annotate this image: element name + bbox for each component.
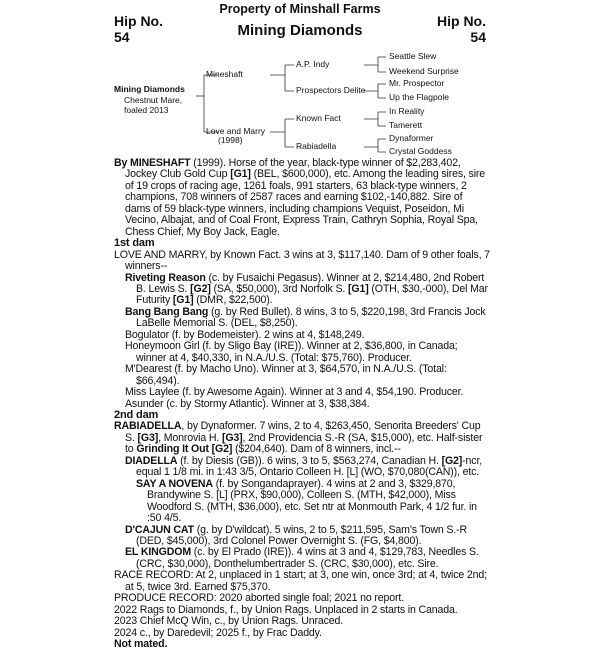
catalogue-body: [114, 158, 490, 650]
hip-label: Hip No.: [114, 13, 163, 29]
pedigree-sire-sire: A.P. Indy: [296, 59, 330, 69]
subject-foaled: foaled 2013: [124, 105, 169, 115]
grade-tag: [G2]: [190, 282, 211, 295]
produce-entry: Miss Laylee (f. by Awesome Again). Winner at 3 and 4, $54,190. Producer.: [125, 386, 464, 399]
produce-record: PRODUCE RECORD: 2020 aborted single foal; 2021 no report.: [114, 592, 404, 605]
record-text: (f. by Diesis (GB)). 6 wins, 3 to 5, $563,274, Canadian H.: [177, 454, 442, 467]
produce-2022: 2022 Rags to Diamonds, f., by Union Rags. Unplaced in 2 starts in Canada.: [114, 603, 458, 616]
grade-tag: [G1]: [230, 168, 251, 181]
hip-label: Hip No.: [437, 13, 486, 29]
second-dam-heading: 2nd dam: [114, 408, 159, 421]
horse-name: SAY A NOVENA: [136, 477, 213, 490]
record-text: , Monrovia H.: [158, 431, 222, 444]
race-record: RACE RECORD: At 2, unplaced in 1 start; at 3, one win, once 3rd; at 4, twice 2nd; at 5, twice 3rd. Earned $75,370.: [114, 569, 487, 593]
record-text: ($204,640). Dam of 8 winners, incl.--: [232, 443, 401, 456]
sire-lead: By MINESHAFT: [114, 157, 191, 169]
record-text: (SA, $50,000), 3rd Norfolk S.: [210, 282, 348, 295]
record-text: (DMR, $22,500).: [193, 294, 273, 307]
subject-description: Chestnut Mare,: [124, 94, 183, 105]
produce-entry: M'Dearest (f. by Macho Uno). Winner at 3, $64,570, in N.A./U.S. (Total: $66,494).: [125, 363, 447, 387]
hip-number: 54: [470, 29, 486, 45]
record-text: -ncr, equal 1 1/8 mi. in 1:43 3/5, Ontario Colleen H. [L] (WO, $70,080(CAN)), etc.: [136, 454, 483, 479]
first-dam-heading: 1st dam: [114, 237, 155, 250]
grade-tag: [G2]: [211, 443, 233, 456]
pedigree-ggs-3: In Reality: [389, 106, 425, 116]
produce-entry: Asunder (c. by Stormy Atlantic). Winner at 3, $38,384.: [125, 397, 370, 410]
pedigree-dam-sire: Known Fact: [296, 113, 341, 123]
subject-name: Mining Diamonds: [114, 84, 185, 94]
record-text: (c. by El Prado (IRE)). 4 wins at 3 and 4, $129,783, Needles S. (CRC, $30,000), Donthelumbertrader S. (CRC, $30,000), etc. Sire.: [136, 546, 479, 570]
sire-text: (1999). Horse of the year, black-type winner of $2,283,402, Jockey Club Gold Cup: [125, 157, 461, 181]
grade-tag: [G1]: [348, 282, 369, 295]
produce-dcajun-cat: [114, 525, 490, 548]
pedigree-ggd-4: Crystal Goddess: [389, 146, 452, 156]
horse-name: EL KINGDOM: [125, 546, 191, 559]
produce-bang-bang-bang: [114, 307, 490, 330]
pedigree-dam-dam: Rabiadella: [296, 141, 337, 151]
grade-tag: [G1]: [172, 294, 194, 307]
pedigree-dam-year: (1998): [218, 135, 243, 145]
record-text: (g. by Red Bullet). 8 wins, 3 to 5, $220,198, 3rd Francis Jock LaBelle Memorial S. (DEL, $8,250).: [136, 305, 486, 330]
grade-tag: [G2]: [441, 454, 463, 467]
grade-tag: [G3]: [221, 431, 243, 444]
record-text: (f. by Songandaprayer). 4 wins at 2 and 3, $329,870, Brandywine S. [L] (PRX, $90,000), Colleen S. (MTH, $42,000), Miss Woodford S. (MTH, $36,000), etc. Set ntr at Monmouth Park, 4 1/2 fur. in :50 4/5.: [147, 477, 477, 525]
pedigree-ggs-1: Seattle Slew: [389, 51, 437, 61]
pedigree-ggd-1: Weekend Surprise: [389, 66, 459, 76]
horse-name: D'CAJUN CAT: [125, 523, 194, 536]
horse-name: Riveting Reason: [125, 271, 206, 284]
record-text: , 2nd Providencia S.-R (SA, $15,000), etc. Half-sister to: [125, 431, 483, 456]
mating-status: Not mated.: [114, 638, 168, 650]
produce-diadella: [114, 456, 490, 479]
horse-title: Mining Diamonds: [237, 22, 363, 39]
sire-paragraph: [114, 158, 490, 238]
record-text: (OTH, $30,-000), Del Mar Futurity: [136, 282, 488, 307]
horse-name: DIADELLA: [125, 454, 178, 467]
pedigree-bracket-lines: [0, 0, 600, 160]
record-text: (c. by Fusaichi Pegasus). Winner at 2, $214,480, 2nd Robert B. Lewis S.: [136, 271, 485, 295]
first-dam-intro: LOVE AND MARRY, by Known Fact. 3 wins at 3, $117,140. Dam of 9 other foals, 7 winners--: [114, 248, 490, 273]
record-text: , by Dynaformer. 7 wins, 2 to 4, $263,450, Senorita Breeders' Cup S.: [125, 420, 481, 444]
grade-tag: [G3]: [137, 431, 159, 444]
pedigree-sire-dam: Prospectors Delite: [296, 85, 366, 95]
pedigree-ggs-4: Dynaformer: [389, 133, 434, 143]
second-dam-rabiadella: [114, 421, 490, 455]
horse-name: RABIADELLA: [114, 420, 182, 433]
pedigree-ggd-2: Up the Flagpole: [389, 92, 450, 102]
pedigree-dam: Love and Marry: [206, 126, 266, 136]
horse-name: Bang Bang Bang: [125, 305, 209, 318]
produce-entry: Honeymoon Girl (f. by Sligo Bay (IRE)). Winner at 2, $36,800, in Canada; winner at 4, $40,330, in N.A./U.S. (Total: $75,760). Producer.: [125, 340, 458, 364]
produce-2023: 2023 Chief McQ Win, c., by Union Rags. Unraced.: [114, 615, 344, 628]
pedigree-ggd-3: Tamerett: [389, 120, 423, 130]
pedigree-sire: Mineshaft: [206, 69, 243, 79]
produce-el-kingdom: [114, 547, 490, 570]
produce-riveting-reason: [114, 273, 490, 307]
hip-number: 54: [114, 29, 130, 45]
pedigree-subject: [114, 84, 185, 116]
pedigree-ggs-2: Mr. Prospector: [389, 78, 445, 88]
consignor-heading: Property of Minshall Farms: [219, 2, 381, 16]
produce-2024: 2024 c., by Daredevil; 2025 f., by Frac Daddy.: [114, 626, 322, 639]
horse-name: Grinding It Out: [136, 443, 209, 456]
record-text: (g. by D'wildcat). 5 wins, 2 to 5, $211,595, Sam's Town S.-R (DED, $45,000), 3rd Colonel Power Overnight S. (FG, $4,800).: [136, 523, 467, 547]
produce-entry: Bogulator (f. by Bodemeister). 2 wins at 4, $148,249.: [125, 328, 365, 341]
sire-text: (BEL, $600,000), etc. Among the leading sires, sire of 19 crops of racing age, 1261 foals, 991 starters, 63 black-type winners, 2 champions, 708 winners of 2587 races and earning $102,-140,882. Sire of dams of 59 black-type winners, including champions Vequist, Poseidon, Mi Vecino, Albajat, and of Coal Front, Express Train, Cathryn Sophia, Royal Spa, Chess Chief, My Boy Jack, Eagle.: [125, 168, 486, 238]
produce-say-a-novena: [114, 479, 490, 525]
